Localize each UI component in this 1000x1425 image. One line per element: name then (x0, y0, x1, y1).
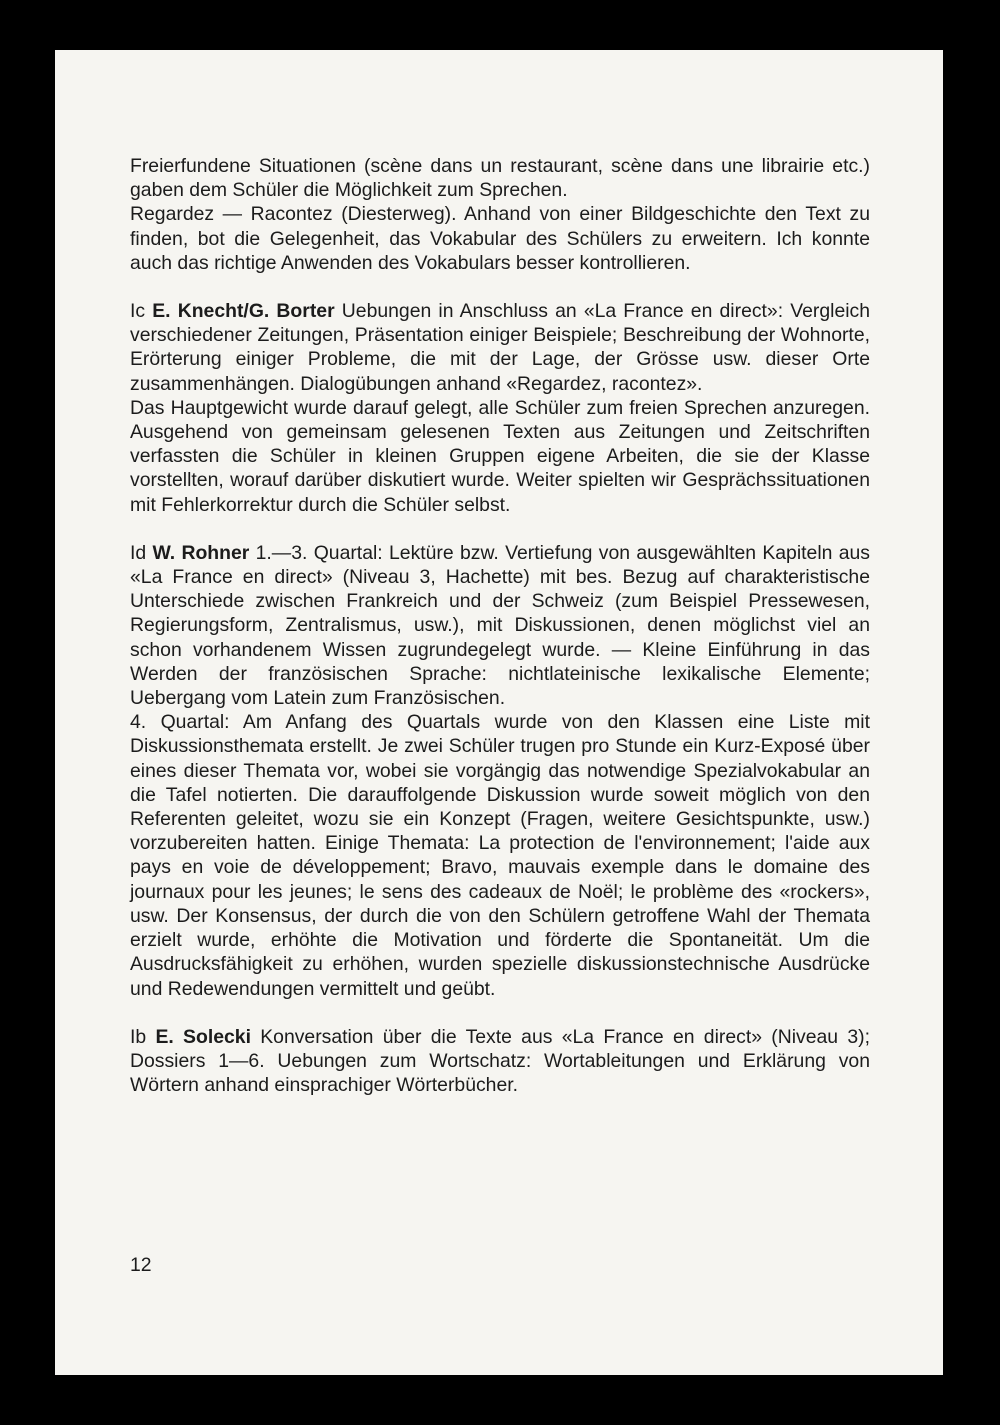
paragraph-intro-1: Freierfundene Situationen (scène dans un restaurant, scène dans une librairie etc.) gaben dem Schüler die Möglichkeit zum Sprechen. (130, 155, 870, 202)
section-text: 1.—3. Quartal: Lektüre bzw. Vertiefung von ausgewählten Kapiteln aus «La France en direct» (Niveau 3, Hachette) mit bes. Bezug auf charakteristische Unterschiede zwischen Frankreich und der Schweiz (zum Beispiel Pressewesen, Regierungsform, Zentralismus, usw.), mit Diskussionen, denen möglichst viel an schon vorhandenem Wissen zugrundegelegt wurde. — Kleine Einführung in das Werden der französischen Sprache: nichtlateinische lexikalische Elemente; Uebergang vom Latein zum Französischen. (130, 541, 871, 710)
section-ic-paragraph-2: Das Hauptgewicht wurde darauf gelegt, alle Schüler zum freien Sprechen anzuregen. Ausgehend von gemeinsam gelesenen Texten aus Zeitungen und Zeitschriften verfassten die Schüler in kleinen Gruppen eigene Arbeiten, die sie der Klasse vorstellten, worauf darüber diskutiert wurde. Weiter spielten wir Gesprächssituationen mit Fehlerkorrektur durch die Schüler selbst. (130, 396, 870, 516)
section-text: Konversation über die Texte aus «La France en direct» (Niveau 3); Dossiers 1—6. Uebungen zum Wortschatz: Wortableitungen und Erklärung von Wörtern anhand einsprachiger Wörterbücher. (130, 1025, 870, 1097)
class-label: Id (130, 541, 147, 564)
class-label: Ib (130, 1025, 147, 1048)
section-id-paragraph-1 (130, 541, 870, 710)
page-body (130, 154, 870, 1097)
section-text: Uebungen in Anschluss an «La France en direct»: Vergleich verschiedener Zeitungen, Präsentation einiger Beispiele; Beschreibung der Wohnorte, Erörterung einiger Probleme, die mit der Lage, der Grösse usw. dieser Orte zusammenhängen. Dialogübungen anhand «Regardez, racontez». (130, 300, 871, 395)
section-ib-paragraph-1 (130, 1025, 870, 1098)
section-id-paragraph-2: 4. Quartal: Am Anfang des Quartals wurde von den Klassen eine Liste mit Diskussionsthemata erstellt. Je zwei Schüler trugen pro Stunde ein Kurz-Exposé über eines dieser Themata vor, wobei sie vorgängig das notwendige Spezialvokabular an die Tafel notierten. Die darauffolgende Diskussion wurde soweit möglich von den Referenten geleitet, wozu sie ein Konzept (Fragen, weitere Gesichtspunkte, usw.) vorzubereiten hatten. Einige Themata: La protection de l'environnement; l'aide aux pays en voie de développement; Bravo, mauvais exemple dans le domaine des journaux pour les jeunes; le sens des cadeaux de Noël; le problème des «rockers», usw. Der Konsensus, der durch die von den Schülern getroffene Wahl der Themata erzielt wurde, erhöhte die Motivation und förderte die Spontaneität. Um die Ausdrucksfähigkeit zu erhöhen, wurden spezielle diskussionstechnische Ausdrücke und Redewendungen vermittelt und geübt. (130, 711, 870, 1000)
section-ic-paragraph-1 (130, 299, 870, 396)
document-page (55, 50, 943, 1375)
page-number: 12 (130, 1254, 152, 1276)
teacher-name: E. Knecht/G. Borter (152, 300, 335, 323)
paragraph-intro-2: Regardez — Racontez (Diesterweg). Anhand von einer Bildgeschichte den Text zu finden, bot die Gelegenheit, das Vokabular des Schülers zu erweitern. Ich konnte auch das richtige Anwenden des Vokabulars besser kontrollieren. (130, 203, 870, 274)
teacher-name: W. Rohner (152, 541, 250, 564)
class-label: Ic (130, 300, 146, 323)
teacher-name: E. Solecki (155, 1025, 251, 1048)
